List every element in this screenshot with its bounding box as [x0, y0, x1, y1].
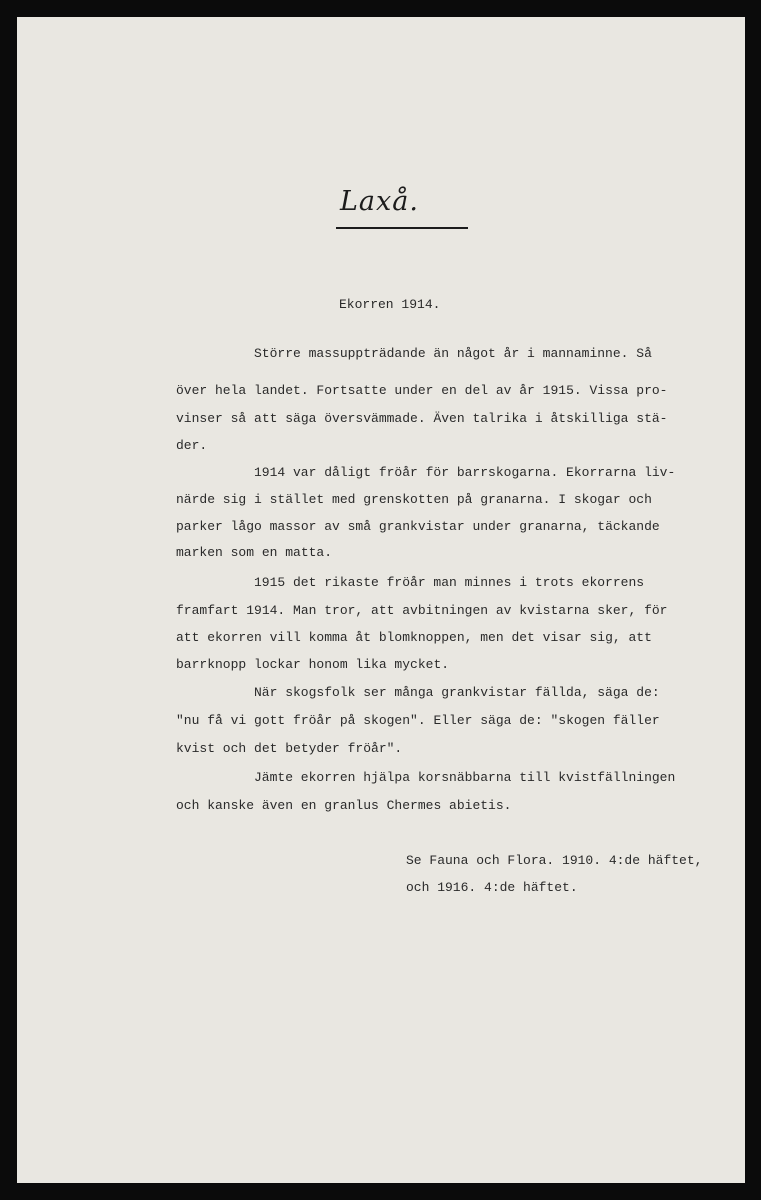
body-line: Jämte ekorren hjälpa korsnäbbarna till kvistfällningen	[254, 770, 676, 785]
document-heading: Laxå.	[340, 186, 419, 217]
body-line: vinser så att säga översvämmade. Även talrika i åtskilliga stä-	[176, 411, 668, 426]
body-line: att ekorren vill komma åt blomknoppen, men det visar sig, att	[176, 630, 652, 645]
body-line: över hela landet. Fortsatte under en del av år 1915. Vissa pro-	[176, 383, 668, 398]
body-line: och kanske även en granlus Chermes abietis.	[176, 798, 512, 813]
reference-line: och 1916. 4:de häftet.	[406, 880, 578, 895]
body-line: der.	[176, 438, 208, 453]
reference-line: Se Fauna och Flora. 1910. 4:de häftet,	[406, 853, 703, 868]
body-line: 1914 var dåligt fröår för barrskogarna. Ekorrarna liv-	[254, 465, 676, 480]
body-line: parker lågo massor av små grankvistar under granarna, täckande	[176, 519, 660, 534]
body-line: marken som en matta.	[176, 545, 333, 560]
body-line: kvist och det betyder fröår".	[176, 741, 403, 756]
body-line: "nu få vi gott fröår på skogen". Eller säga de: "skogen fäller	[176, 713, 660, 728]
heading-underline	[336, 227, 468, 229]
body-line: framfart 1914. Man tror, att avbitningen av kvistarna sker, för	[176, 603, 668, 618]
body-line: När skogsfolk ser många grankvistar fällda, säga de:	[254, 685, 660, 700]
body-line: närde sig i stället med grenskotten på granarna. I skogar och	[176, 492, 652, 507]
body-line: Större massuppträdande än något år i mannaminne. Så	[254, 346, 652, 361]
body-line: 1915 det rikaste fröår man minnes i trots ekorrens	[254, 575, 645, 590]
document-subtitle: Ekorren 1914.	[339, 297, 441, 312]
body-line: barrknopp lockar honom lika mycket.	[176, 657, 450, 672]
